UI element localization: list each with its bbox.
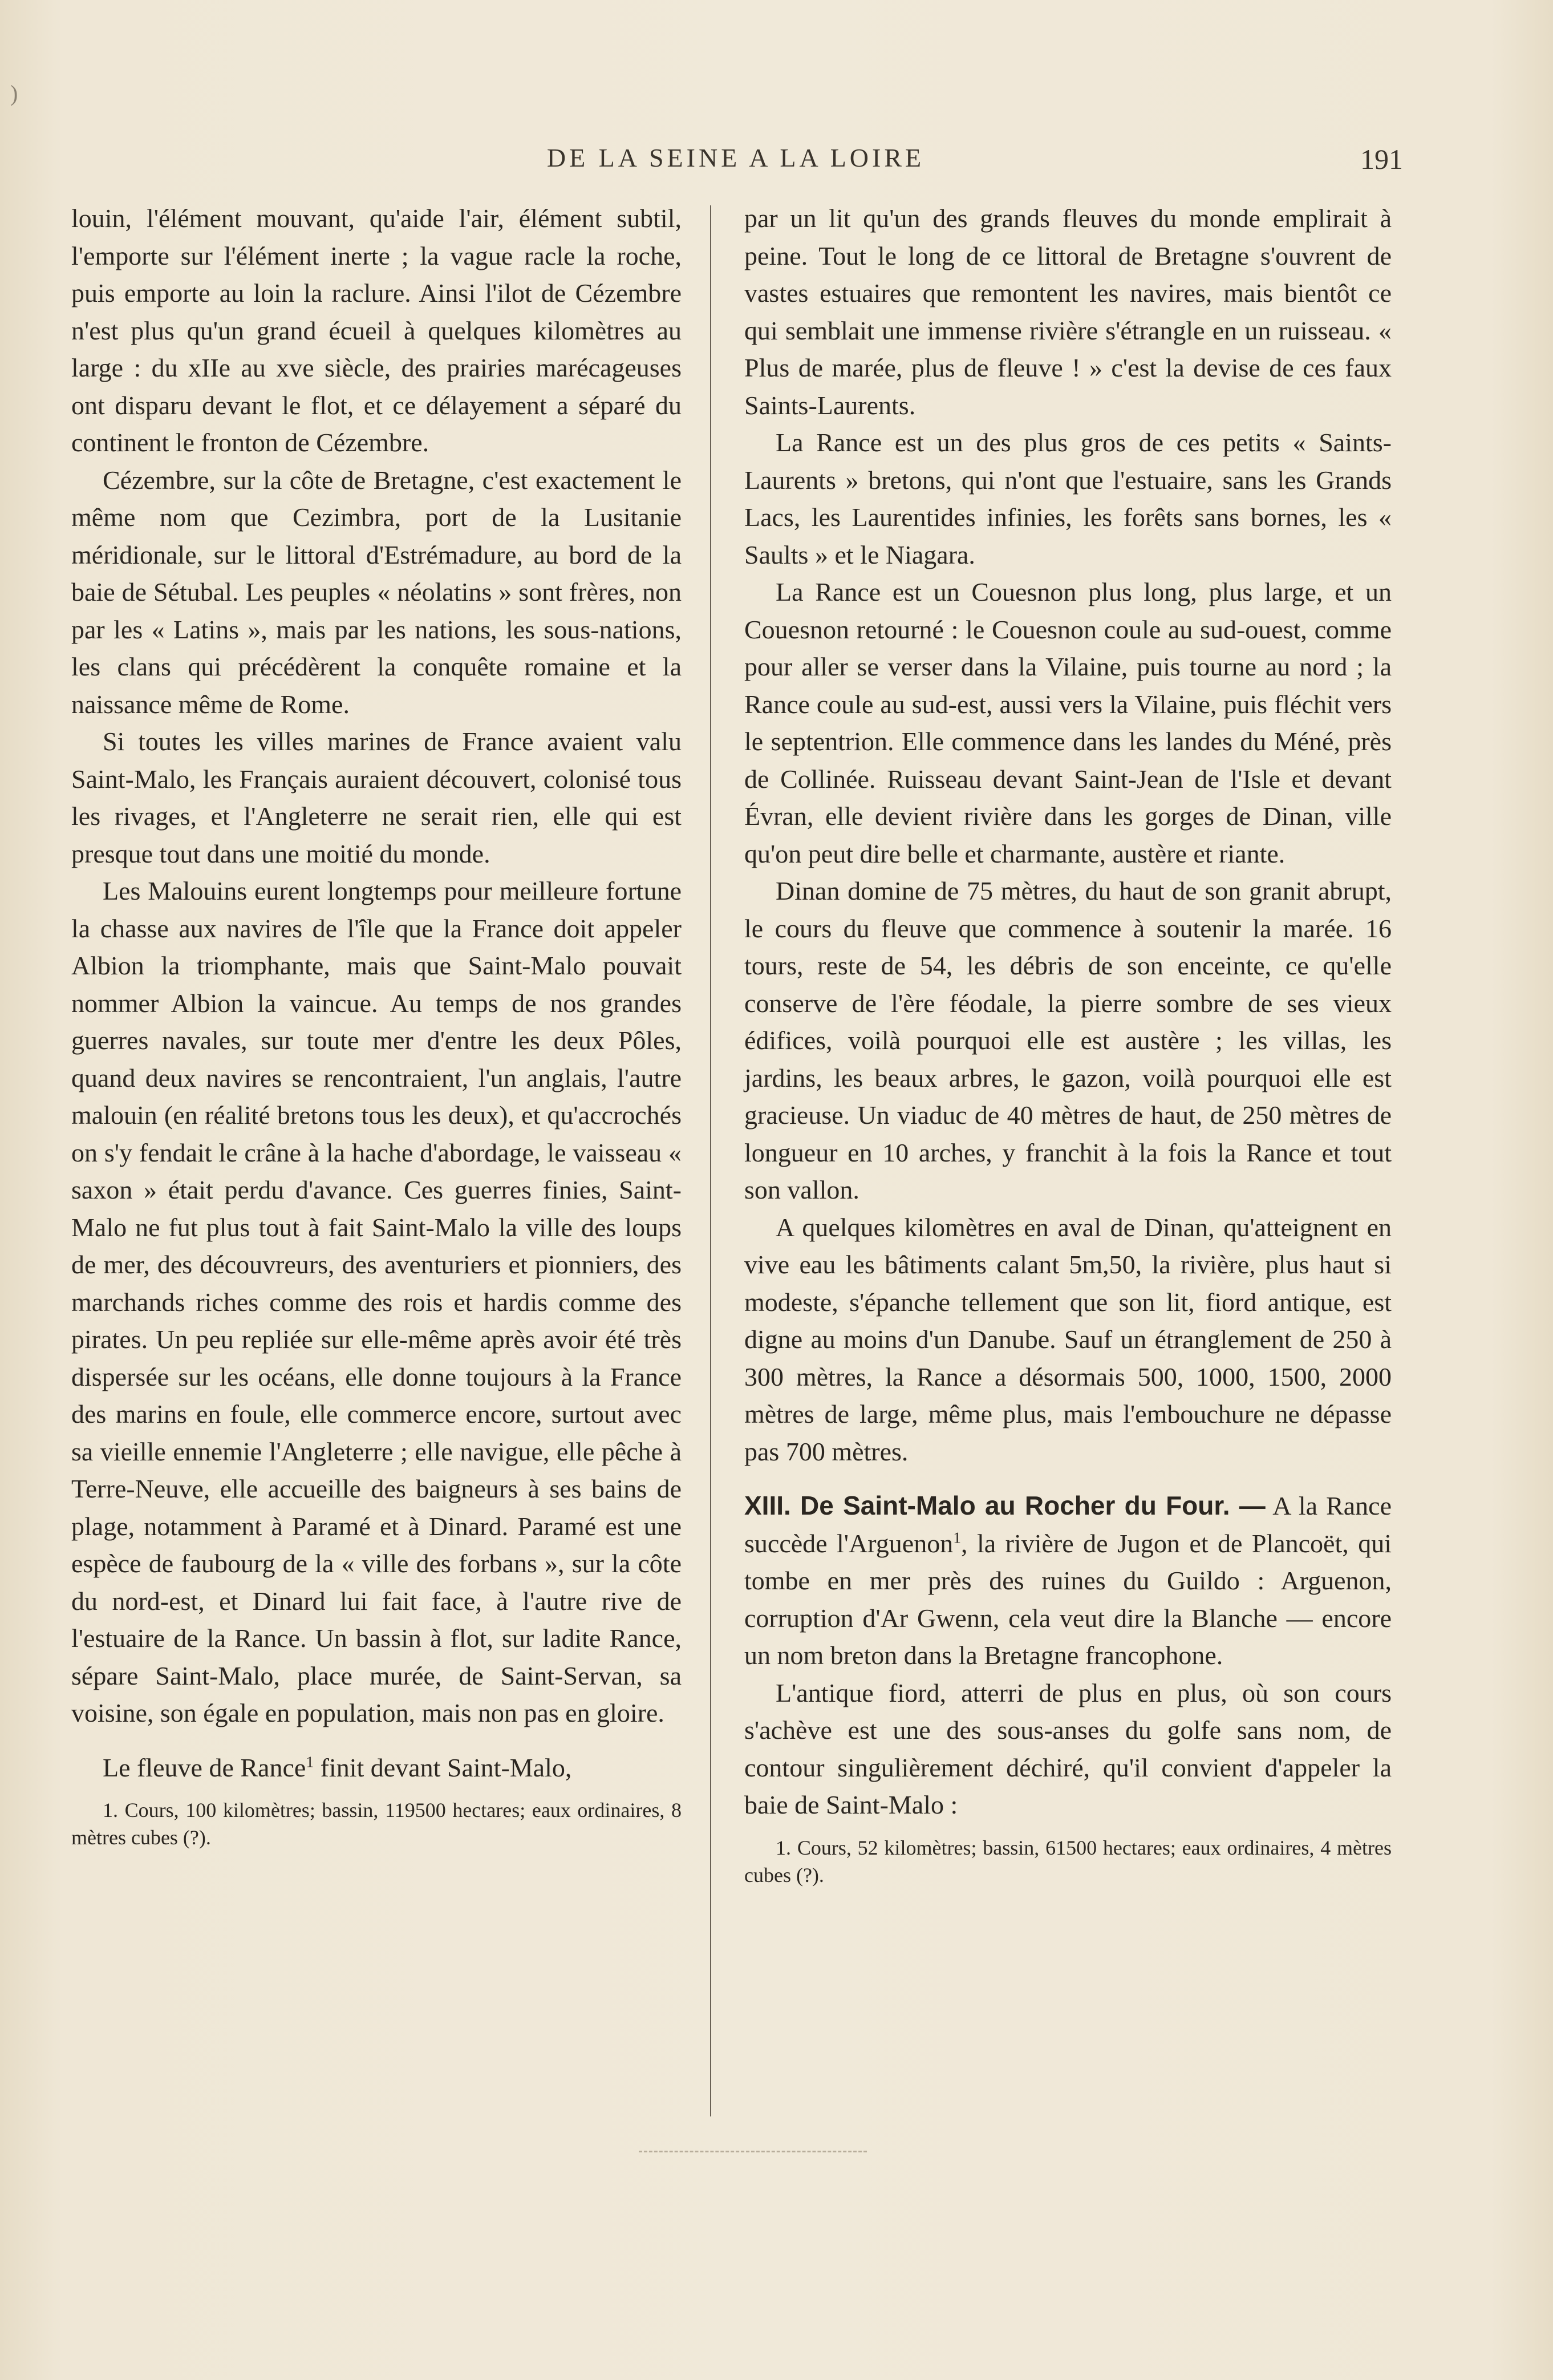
paragraph: louin, l'élément mouvant, qu'aide l'air, élément subtil, l'emporte sur l'élément inerte ; la vague racle la roche, puis emporte au loin la raclure. Ainsi l'ilot de Cézembre n'est plus qu'un grand écueil à quelques kilomètres au large : du xIIe au xve siècle, des prairies marécageuses ont disparu devant le flot, et ce délayement a séparé du continent le fronton de Cézembre. bbox=[71, 204, 682, 457]
page-header bbox=[68, 143, 1403, 183]
paragraph: Cézembre, sur la côte de Bretagne, c'est exactement le même nom que Cezimbra, port de la Lusitanie méridionale, sur le littoral d'Estrémadure, au bord de la baie de Sétubal. Les peuples « néolatins » sont frères, non par les « Latins », mais par les nations, les sous-nations, les clans qui précédèrent la conquête romaine et la naissance même de Rome. bbox=[71, 465, 682, 719]
left-column bbox=[71, 200, 682, 1851]
print-artifact bbox=[639, 2151, 867, 2155]
text-run: Le fleuve de Rance bbox=[103, 1752, 306, 1782]
footnote-ref: 1 bbox=[306, 1752, 314, 1771]
column-divider bbox=[710, 205, 711, 2116]
text-run: , la rivière de Jugon et de Plancoët, qui tombe en mer près des ruines du Guildo : Arguenon, corruption d'Ar Gwenn, cela veut dire la Blanche — encore un nom breton dans la Bretagne francophone. bbox=[744, 1528, 1392, 1670]
paragraph: La Rance est un Couesnon plus long, plus large, et un Couesnon retourné : le Couesnon coule au sud-ouest, comme pour aller se verser dans la Vilaine, puis tourne au nord ; la Rance coule au sud-est, aussi vers la Vilaine, puis fléchit vers le septentrion. Elle commence dans les landes du Méné, près de Collinée. Ruisseau devant Saint-Jean de l'Isle et devant Évran, elle devient rivière dans les gorges de Dinan, ville qu'on peut dire belle et charmante, austère et riante. bbox=[744, 577, 1392, 868]
paragraph: L'antique fiord, atterri de plus en plus, où son cours s'achève est une des sous-anses du golfe sans nom, de contour singulièrement déchiré, qu'il convient d'appeler la baie de Saint-Malo : bbox=[744, 1678, 1392, 1819]
paragraph: La Rance est un des plus gros de ces petits « Saints-Laurents » bretons, qui n'ont que l'estuaire, sans les Grands Lacs, les Laurentides infinies, les forêts sans bornes, les « Saults » et le Niagara. bbox=[744, 428, 1392, 569]
paragraph bbox=[71, 1749, 682, 1787]
running-head: DE LA SEINE A LA LOIRE bbox=[546, 143, 925, 172]
paragraph: Les Malouins eurent longtemps pour meilleure fortune la chasse aux navires de l'île que la France doit appeler Albion la triomphante, mais que Saint-Malo pouvait nommer Albion la vaincue. Au temps de nos grandes guerres navales, sur toute mer d'entre les deux Pôles, quand deux navires se rencontraient, l'un anglais, l'autre malouin (en réalité bretons tous les deux), et qu'accrochés on s'y fendait le crâne à la hache d'abordage, le vaisseau « saxon » était perdu d'avance. Ces guerres finies, Saint-Malo ne fut plus tout à fait Saint-Malo la ville des loups de mer, des découvreurs, des aventuriers et pionniers, des marchands riches comme des rois et hardis comme des pirates. Un peu repliée sur elle-même après avoir été très dispersée sur les océans, elle donne toujours à la France des marins en foule, elle commerce encore, surtout avec sa vieille ennemie l'Angleterre ; elle navigue, elle pêche à Terre-Neuve, elle accueille des baigneurs à ses bains de plage, notamment à Paramé et à Dinard. Paramé est une espèce de faubourg de la « ville des forbans », sur la côte du nord-est, et Dinard lui fait face, à l'autre rive de l'estuaire de la Rance. Un bassin à flot, sur ladite Rance, sépare Saint-Malo, place murée, de Saint-Servan, sa voisine, son égale en population, mais non pas en gloire. bbox=[71, 876, 682, 1727]
footnote: 1. Cours, 52 kilomètres; bassin, 61500 hectares; eaux ordinaires, 4 mètres cubes (?). bbox=[744, 1836, 1392, 1887]
text-run: A la Rance succède l'Arguenon bbox=[744, 1491, 1392, 1558]
footnote-ref: 1 bbox=[953, 1528, 962, 1547]
paragraph: Dinan domine de 75 mètres, du haut de son granit abrupt, le cours du fleuve que commence à soutenir la marée. 16 tours, reste de 54, les débris de son enceinte, ce qu'elle conserve de l'ère féodale, la pierre sombre de ses vieux édifices, voilà pourquoi elle est austère ; les villas, les jardins, les beaux arbres, le gazon, voilà pourquoi elle est gracieuse. Un viaduc de 40 mètres de haut, de 250 mètres de longueur en 10 arches, y franchit à la fois la Rance et tout son vallon. bbox=[744, 876, 1392, 1204]
paragraph: par un lit qu'un des grands fleuves du monde emplirait à peine. Tout le long de ce littoral de Bretagne s'ouvrent de vastes estuaires que remontent les navires, mais bientôt ce qui semblait une immense rivière s'étrangle en un ruisseau. « Plus de marée, plus de fleuve ! » c'est la devise de ces faux Saints-Laurents. bbox=[744, 204, 1392, 420]
section-paragraph bbox=[744, 1487, 1392, 1674]
margin-mark: ) bbox=[10, 80, 18, 106]
footnote: 1. Cours, 100 kilomètres; bassin, 119500 hectares; eaux ordinaires, 8 mètres cubes (?). bbox=[71, 1799, 682, 1849]
text-run: finit devant Saint-Malo, bbox=[314, 1752, 572, 1782]
page-number: 191 bbox=[1360, 143, 1403, 175]
paragraph: A quelques kilomètres en aval de Dinan, qu'atteignent en vive eau les bâtiments calant 5m,50, la rivière, plus haut si modeste, s'épanche tellement que son lit, fiord antique, est digne au moins d'un Danube. Sauf un étranglement de 250 à 300 mètres, la Rance a désormais 500, 1000, 1500, 2000 mètres de large, même plus, mais l'embouchure ne dépasse pas 700 mètres. bbox=[744, 1212, 1392, 1466]
section-heading: XIII. De Saint-Malo au Rocher du Four. — bbox=[744, 1491, 1266, 1520]
paragraph: Si toutes les villes marines de France avaient valu Saint-Malo, les Français auraient découvert, colonisé tous les rivages, et l'Angleterre ne serait rien, elle qui est presque tout dans une moitié du monde. bbox=[71, 727, 682, 868]
right-column bbox=[744, 200, 1392, 1889]
